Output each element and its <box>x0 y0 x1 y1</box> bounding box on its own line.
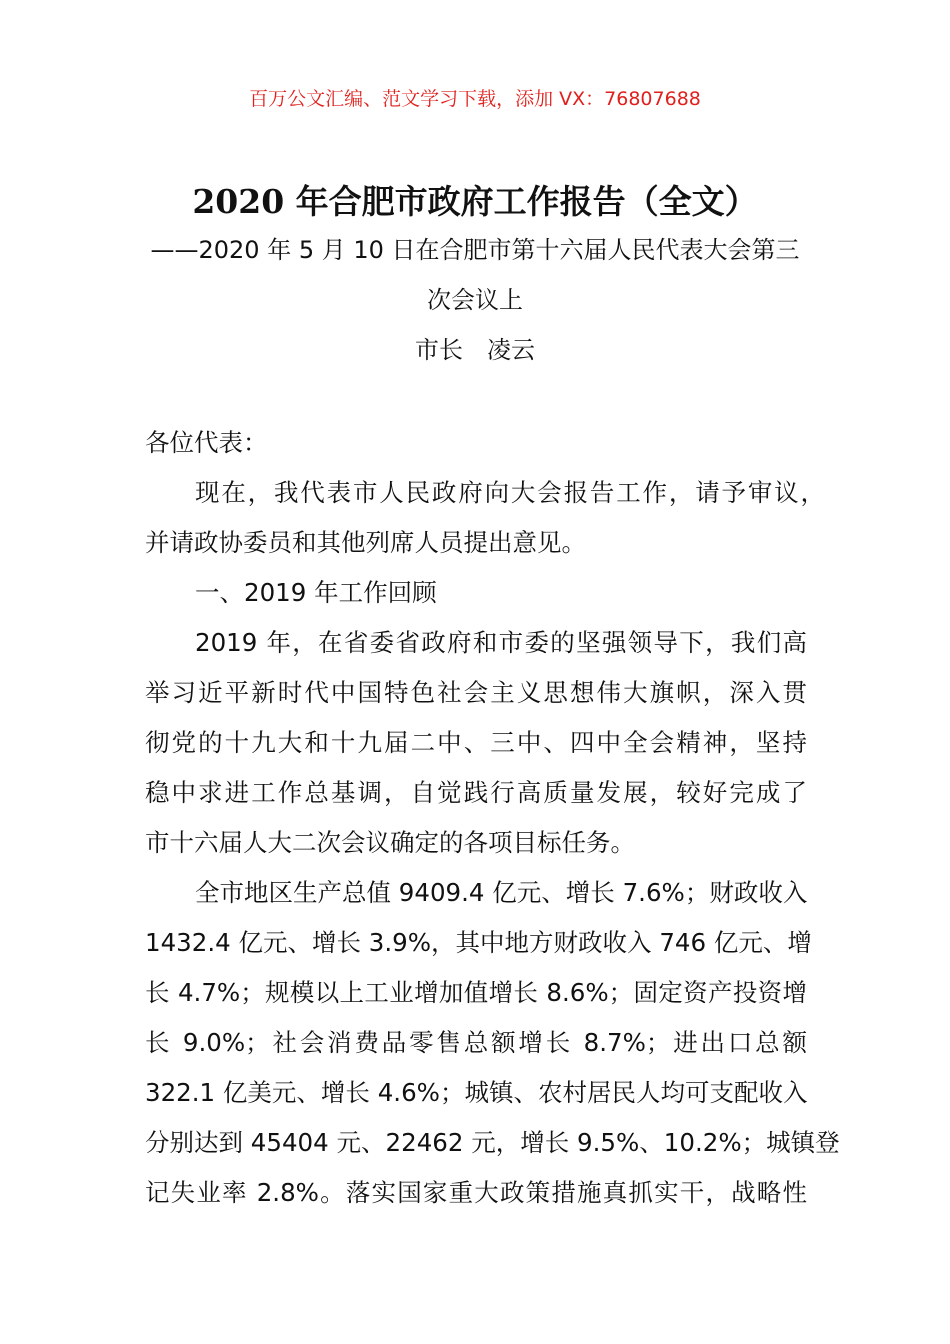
salutation: 各位代表： <box>145 428 268 457</box>
body-line: 长 4.7%；规模以上工业增加值增长 8.6%；固定资产投资增 <box>145 978 807 1007</box>
body-line: 彻党的十九大和十九届二中、三中、四中全会精神，坚持 <box>145 728 807 757</box>
body-line: 1432.4 亿元、增长 3.9%，其中地方财政收入 746 亿元、增 <box>145 928 812 957</box>
body-line: 2019 年，在省委省政府和市委的坚强领导下，我们高 <box>195 628 807 657</box>
body-line: 稳中求进工作总基调，自觉践行高质量发展，较好完成了 <box>145 778 807 807</box>
body-line: 市十六届人大二次会议确定的各项目标任务。 <box>145 828 635 857</box>
body-line: 全市地区生产总值 9409.4 亿元、增长 7.6%；财政收入 <box>195 878 808 907</box>
body-line: 长 9.0%；社会消费品零售总额增长 8.7%；进出口总额 <box>145 1028 807 1057</box>
subtitle-line: ——2020 年 5 月 10 日在合肥市第十六届人民代表大会第三 <box>150 236 800 264</box>
body-line: 现在，我代表市人民政府向大会报告工作，请予审议， <box>195 478 825 507</box>
body-line: 举习近平新时代中国特色社会主义思想伟大旗帜，深入贯 <box>145 678 807 707</box>
body-line: 记失业率 2.8%。落实国家重大政策措施真抓实干，战略性 <box>145 1178 807 1207</box>
body-line: 分别达到 45404 元、22462 元，增长 9.5%、10.2%；城镇登 <box>145 1128 840 1157</box>
body-line: 并请政协委员和其他列席人员提出意见。 <box>145 528 586 557</box>
author-line: 市长 凌云 <box>415 336 535 364</box>
promo-header: 百万公文汇编、范文学习下载，添加 VX：76807688 <box>249 88 701 110</box>
document-title: 2020 年合肥市政府工作报告（全文） <box>192 182 758 221</box>
body-line: 322.1 亿美元、增长 4.6%；城镇、农村居民人均可支配收入 <box>145 1078 808 1107</box>
subtitle-line: 次会议上 <box>427 286 523 314</box>
section-heading: 一、2019 年工作回顾 <box>195 578 437 607</box>
